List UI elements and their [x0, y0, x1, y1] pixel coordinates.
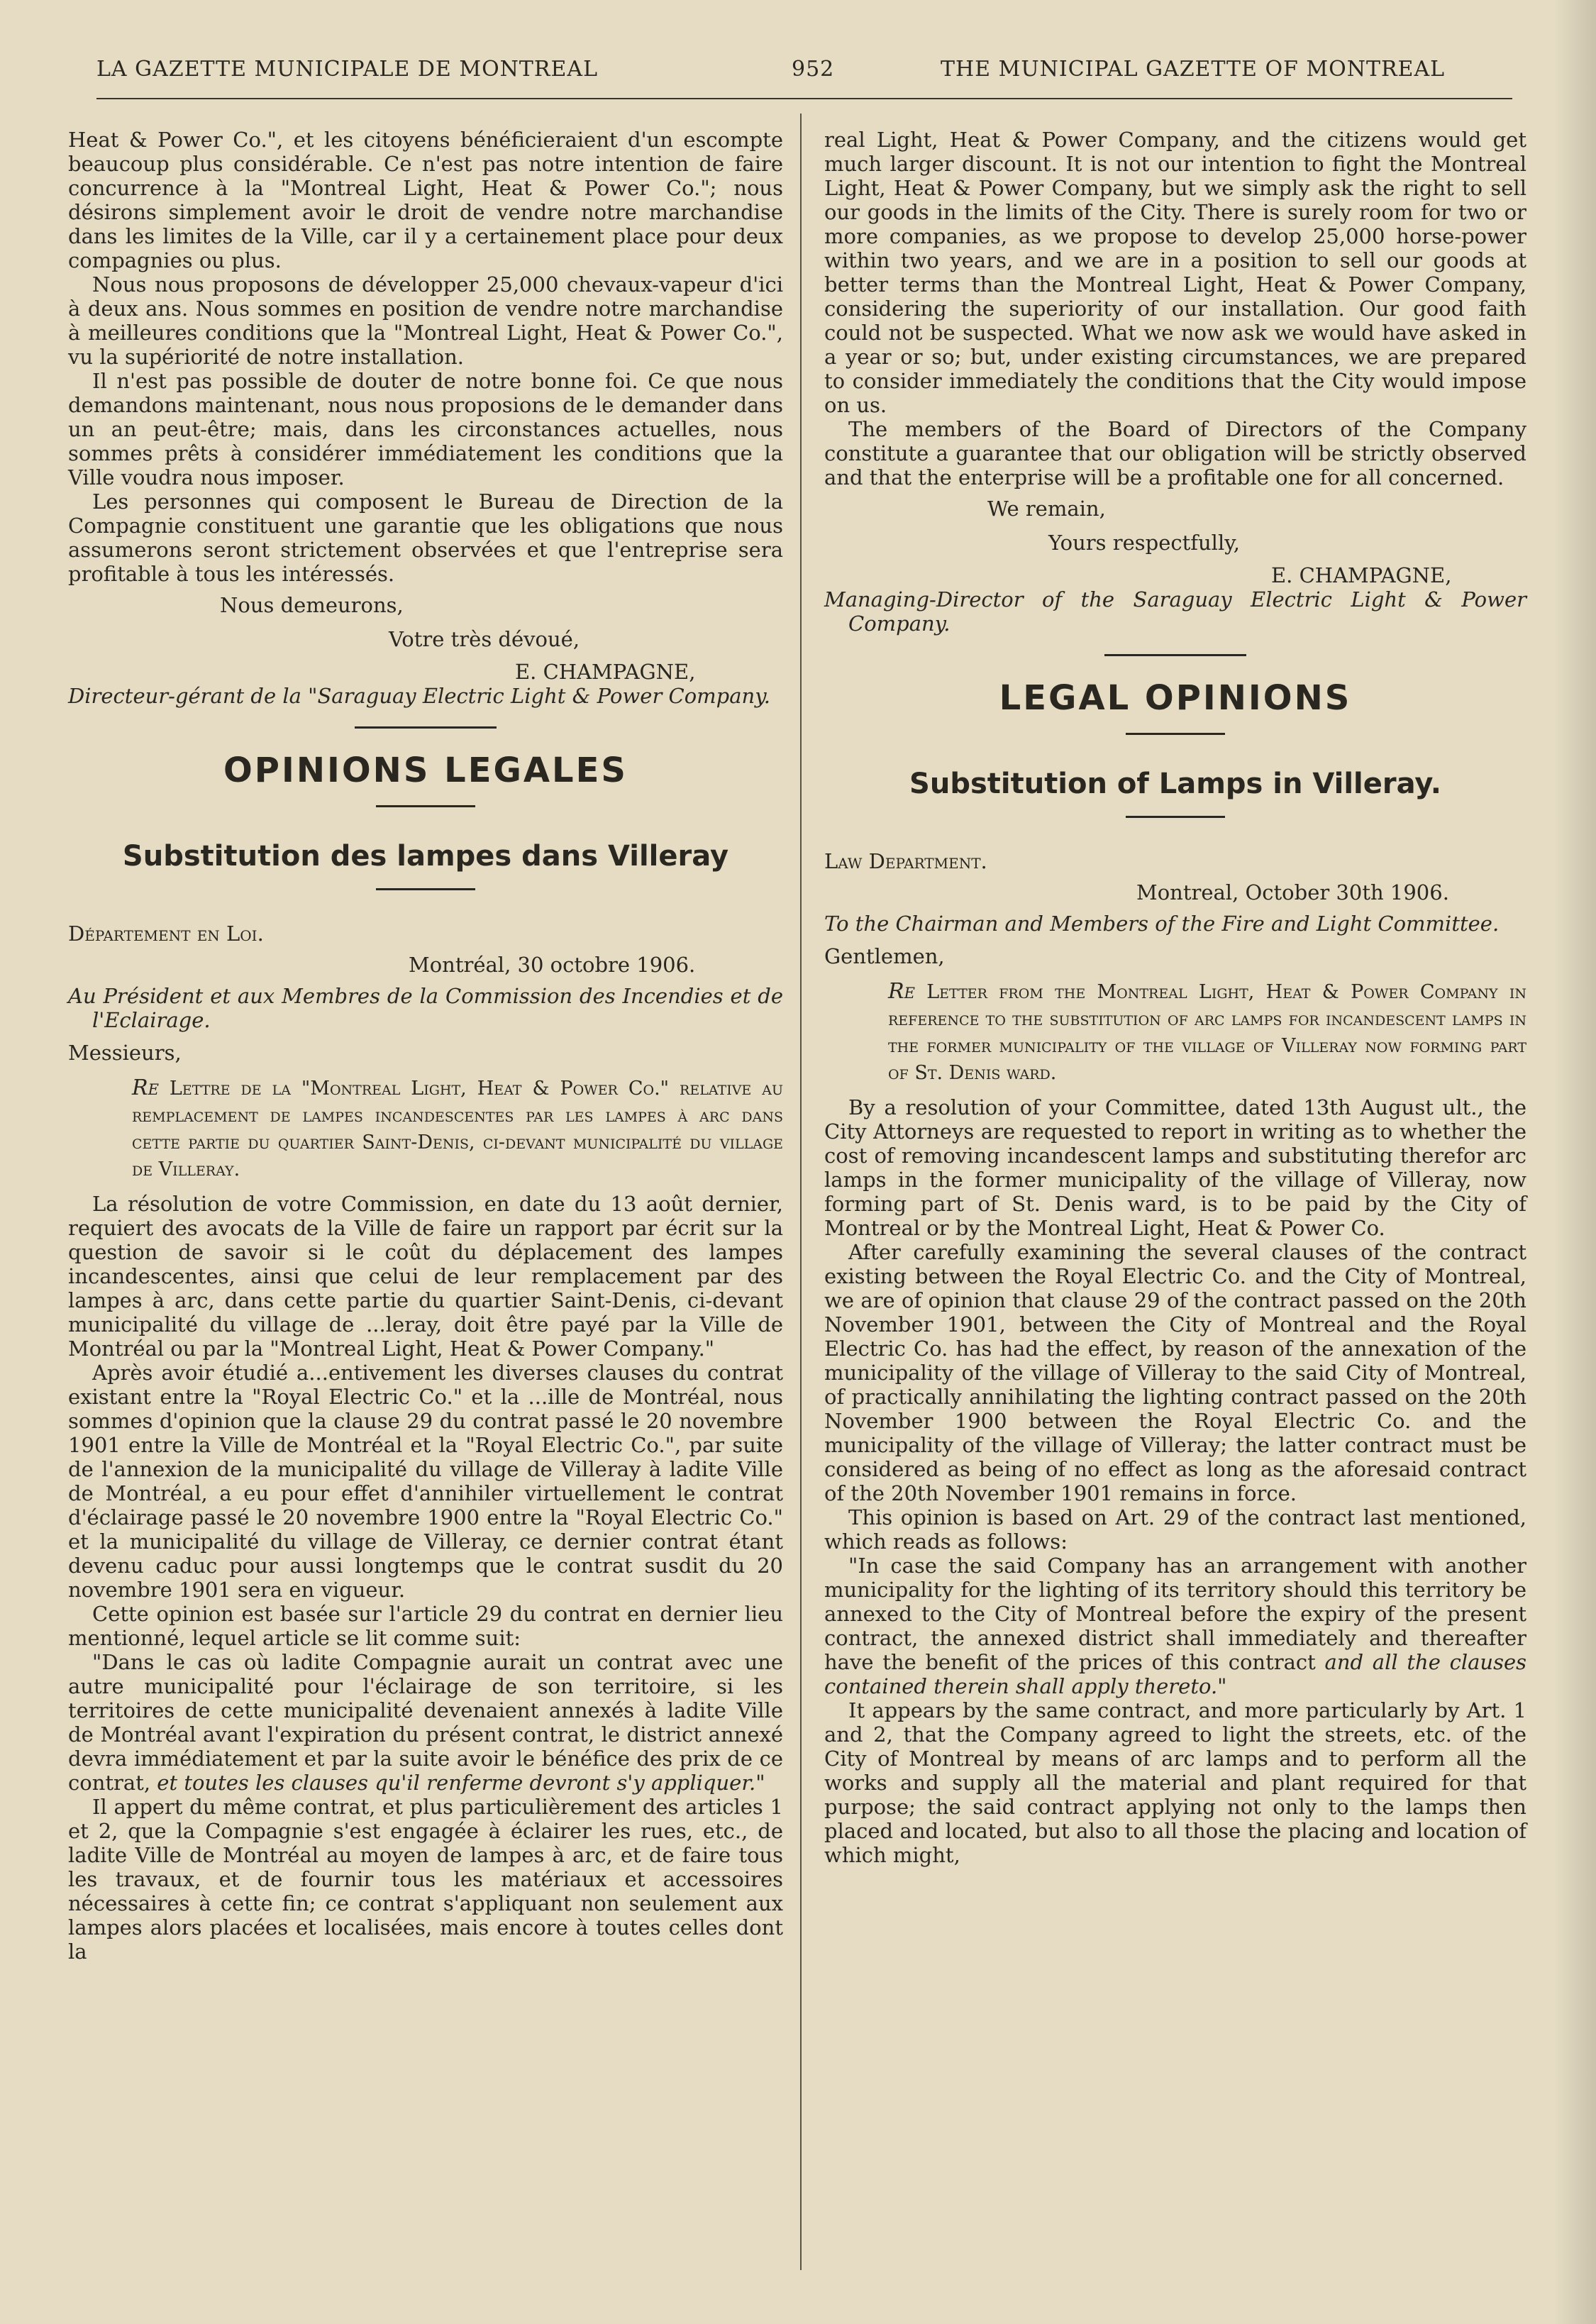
signatory-title: Managing-Director of the Saraguay Electric Light & Power Company. [824, 587, 1526, 636]
running-header [96, 57, 1512, 92]
paragraph: The members of the Board of Directors of the Company constitute a guarantee that our obligation will be strictly observed and that the enterprise will be a profitable one for all concerned. [824, 417, 1526, 489]
paragraph: It appears by the same contract, and more particularly by Art. 1 and 2, that the Company agreed to light the streets, etc. of the City of Montreal by means of arc lamps and to perform all the works and supply all the material and plant required for that purpose; the said contract applying not only to the lamps then placed and located, but also to all those the placing and location of which might, [824, 1698, 1526, 1867]
french-column [68, 128, 783, 1964]
quote-text-italic: and all the clauses contained therein shall apply thereto." [824, 1650, 1526, 1698]
signatory-title: Directeur-gérant de la "Saraguay Electric Light & Power Company. [68, 684, 770, 708]
column-divider [800, 114, 802, 2270]
re-label: Re [132, 1075, 159, 1100]
section-rule [376, 805, 475, 807]
quoted-clause [68, 1650, 783, 1795]
paragraph: After carefully examining the several clauses of the contract existing between the Royal Electric Co. and the City of Montreal, we are of opinion that clause 29 of the contract passed on the 20th November 1901, between the City of Montreal and the Royal Electric Co. has had the effect, by reason of the annexation of the municipality of the village of Villeray to the said City of Montreal, of practically annihilating the lighting contract passed on the 20th November 1900 between the Royal Electric Co. and the municipality of the village of Villeray; the latter contract must be considered as being of no effect as long as the aforesaid contract of the 20th November 1901 remains in force. [824, 1240, 1526, 1505]
paragraph: Il n'est pas possible de douter de notre bonne foi. Ce que nous demandons maintenant, nous nous proposions de le demander dans un an peut-être; mais, dans les circonstances actuelles, nous sommes prêts à considérer immédiatement les conditions que la Ville voudra nous imposer. [68, 369, 783, 489]
english-column [824, 128, 1526, 1867]
paragraph: real Light, Heat & Power Company, and the citizens would get much larger discount. It is not our intention to fight the Montreal Light, Heat & Power Company, but we simply ask the right to sell our goods in the limits of the City. There is surely room for two or more companies, as we propose to develop 25,000 horse-power within two years, and we are in a position to sell our goods at better terms than the Montreal Light, Heat & Power Company, considering the superiority of our installation. Our good faith could not be suspected. What we now ask we would have asked in a year or so; but, under existing circumstances, we are prepared to consider immediately the conditions that the City would impose on us. [824, 128, 1526, 417]
paragraph: Les personnes qui composent le Bureau de Direction de la Compagnie constituent une garantie que les obligations que nous assumerons seront strictement observées et que l'entreprise sera profitable à tous les intéressés. [68, 489, 783, 586]
paragraph: Après avoir étudié a...entivement les diverses clauses du contrat existant entre la "Royal Electric Co." et la ...ille de Montréal, nous sommes d'opinion que la clause 29 du contrat passé le 20 novembre 1901 entre la Ville de Montréal et la "Royal Electric Co.", par suite de l'annexion de la municipalité du village de Villeray à ladite Ville de Montréal, a eu pour effet d'annihiler virtuellement le contrat d'éclairage passé le 20 novembre 1900 entre la "Royal Electric Co." et la municipalité du village de Villeray, ce dernier contrat étant devenu caduc pour aussi longtemps que le contrat susdit du 20 novembre 1901 sera en vigueur. [68, 1361, 783, 1602]
section-rule [376, 888, 475, 890]
re-label: Re [888, 979, 915, 1004]
header-right-title: THE MUNICIPAL GAZETTE OF MONTREAL [941, 57, 1446, 82]
salutation: Gentlemen, [824, 944, 945, 968]
signature: E. CHAMPAGNE, [1271, 563, 1452, 587]
quote-text-italic: et toutes les clauses qu'il renferme devront s'y appliquer." [157, 1771, 765, 1795]
re-subject: Lettre de la "Montreal Light, Heat & Power Co." relative au remplacement de lampes incandescentes par les lampes à arc dans cette partie du quartier Saint-Denis, ci-devant municipalité du village de Villeray. [132, 1078, 783, 1180]
subject-block [68, 1075, 783, 1183]
closing-line: We remain, [987, 497, 1106, 521]
paragraph: By a resolution of your Committee, dated 13th August ult., the City Attorneys are requested to report in writing as to whether the cost of removing incandescent lamps and substituting therefor arc lamps in the former municipality of the village of Villeray, now forming part of St. Denis ward, is to be paid by the City of Montreal or by the Montreal Light, Heat & Power Co. [824, 1095, 1526, 1240]
signature: E. CHAMPAGNE, [515, 660, 696, 684]
page-shadow [1553, 0, 1596, 2324]
department: Law Department. [824, 849, 987, 873]
quote-text: "Dans le cas où ladite Compagnie aurait un contrat avec une autre municipalité pour l'éclairage de son territoire, si les territoires de cette municipalité devenaient annexés à ladite Ville de Montréal avant l'expiration du présent contrat, le district annexé devra immédiatement et par la suite avoir le bénéfice des prix de ce contrat, [68, 1650, 783, 1795]
article-title: Substitution des lampes dans Villeray [122, 840, 729, 873]
re-subject: Letter from the Montreal Light, Heat & Power Company in reference to the substitution of arc lamps for incandescent lamps in the former municipality of the village of Villeray now forming part of St. Denis ward. [888, 981, 1526, 1084]
addressee: Au Président et aux Membres de la Commission des Incendies et de l'Eclairage. [68, 984, 783, 1032]
paragraph: This opinion is based on Art. 29 of the contract last mentioned, which reads as follows: [824, 1505, 1526, 1554]
department: Département en Loi. [68, 922, 264, 946]
addressee: To the Chairman and Members of the Fire and Light Committee. [824, 912, 1500, 936]
page-number: 952 [792, 57, 835, 82]
paragraph: Nous nous proposons de développer 25,000 chevaux-vapeur d'ici à deux ans. Nous sommes en position de vendre notre marchandise à meilleures conditions que la "Montreal Light, Heat & Power Co.", vu la supériorité de notre installation. [68, 272, 783, 369]
section-rule [1126, 816, 1225, 818]
section-rule [1104, 654, 1246, 656]
paragraph: Il appert du même contrat, et plus particulièrement des articles 1 et 2, que la Compagnie s'est engagée à éclairer les rues, etc., de ladite Ville de Montréal au moyen de lampes à arc, et de faire tous les travaux, et de fournir tous les matériaux et accessoires nécessaires à cette fin; ce contrat s'appliquant non seulement aux lampes alors placées et localisées, mais encore à toutes celles dont la [68, 1795, 783, 1964]
section-title: OPINIONS LEGALES [223, 751, 628, 790]
paragraph: Heat & Power Co.", et les citoyens bénéficieraient d'un escompte beaucoup plus considérable. Ce n'est pas notre intention de faire concurrence à la "Montreal Light, Heat & Power Co."; nous désirons simplement avoir le droit de vendre notre marchandise dans les limites de la Ville, car il y a certainement place pour deux compagnies ou plus. [68, 128, 783, 272]
quote-text: "In case the said Company has an arrangement with another municipality for the lighting of its territory should this territory be annexed to the City of Montreal before the expiry of the present contract, the annexed district shall immediately and thereafter have the benefit of the prices of this contract [824, 1554, 1526, 1674]
closing-line: Nous demeurons, [220, 593, 404, 617]
section-title: LEGAL OPINIONS [999, 678, 1352, 718]
header-left-title: LA GAZETTE MUNICIPALE DE MONTREAL [96, 57, 599, 82]
paragraph: La résolution de votre Commission, en date du 13 août dernier, requiert des avocats de la Ville de faire un rapport par écrit sur la question de savoir si le coût du déplacement des lampes incandescentes, ainsi que celui de leur remplacement par des lampes à arc, dans cette partie du quartier Saint-Denis, ci-devant municipalité du village de ...leray, doit être payé par la Ville de Montréal ou par la "Montreal Light, Heat & Power Company." [68, 1192, 783, 1361]
subject-block [824, 978, 1526, 1087]
quoted-clause [824, 1554, 1526, 1698]
dateline: Montreal, October 30th 1906. [1136, 880, 1449, 904]
dateline: Montréal, 30 octobre 1906. [409, 953, 696, 977]
header-rule [96, 98, 1512, 99]
closing-line: Votre très dévoué, [389, 627, 580, 651]
paragraph: Cette opinion est basée sur l'article 29 du contrat en dernier lieu mentionné, lequel article se lit comme suit: [68, 1602, 783, 1650]
article-title: Substitution of Lamps in Villeray. [909, 768, 1441, 800]
salutation: Messieurs, [68, 1041, 182, 1065]
closing-line: Yours respectfully, [1048, 531, 1240, 555]
section-rule [1126, 733, 1225, 735]
section-rule [355, 726, 497, 729]
